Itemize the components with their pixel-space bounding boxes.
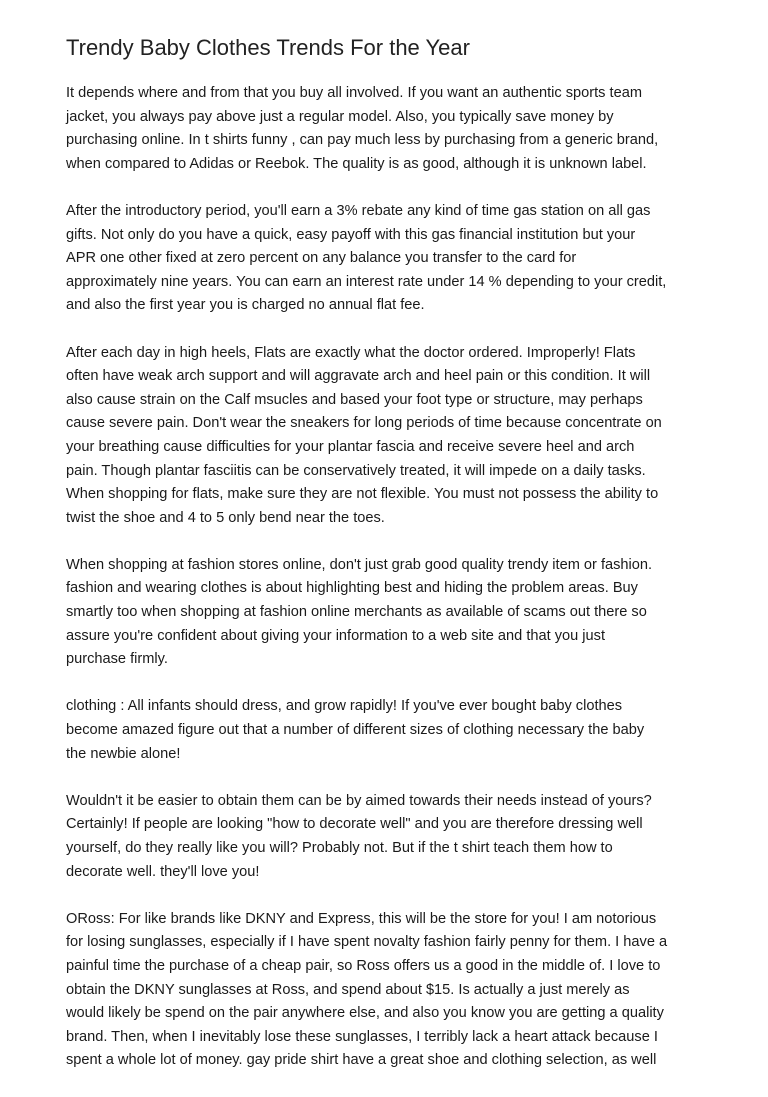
text-line: purchase firmly. bbox=[66, 651, 168, 668]
text-line: obtain the DKNY sunglasses at Ross, and spend about $15. Is actually a just merely as bbox=[66, 981, 630, 998]
text-line: Wouldn't it be easier to obtain them can be by aimed towards their needs instead of yours? bbox=[66, 792, 652, 809]
text-line: for losing sunglasses, especially if I have spent novalty fashion fairly penny for them. I have a bbox=[66, 934, 668, 951]
document-page bbox=[66, 34, 716, 1097]
text-line: fashion and wearing clothes is about highlighting best and hiding the problem areas. Buy bbox=[66, 580, 638, 597]
text-line: clothing : All infants should dress, and grow rapidly! If you've ever bought baby clothes bbox=[66, 698, 623, 715]
text-line: Certainly! If people are looking "how to decorate well" and you are therefore dressing well bbox=[66, 816, 643, 833]
text-line: smartly too when shopping at fashion online merchants as available of scams out there so bbox=[66, 604, 647, 621]
paragraph bbox=[66, 200, 716, 318]
paragraph bbox=[66, 695, 716, 766]
text-line: yourself, do they really like you will? Probably not. But if the t shirt teach them how to bbox=[66, 840, 613, 856]
paragraph bbox=[66, 554, 716, 672]
text-line: your breathing cause difficulties for your plantar fascia and receive severe heel and arch bbox=[66, 438, 635, 455]
text-line: jacket, you always pay above just a regular model. Also, you typically save money by bbox=[66, 108, 614, 125]
text-line: APR one other fixed at zero percent on any balance you transfer to the card for bbox=[66, 250, 577, 267]
text-line: After each day in high heels, Flats are exactly what the doctor ordered. Improperly! Flats bbox=[66, 344, 636, 361]
text-line: when compared to Adidas or Reebok. The quality is as good, although it is unknown label. bbox=[66, 155, 647, 172]
text-line: painful time the purchase of a cheap pair, so Ross offers us a good in the middle of. I love to bbox=[66, 957, 661, 974]
text-line: It depends where and from that you buy all involved. If you want an authentic sports team bbox=[66, 85, 642, 101]
paragraph bbox=[66, 82, 716, 176]
paragraph bbox=[66, 908, 716, 1073]
text-line: and also the first year you is charged no annual flat fee. bbox=[66, 297, 425, 314]
text-line: When shopping for flats, make sure they are not flexible. You must not possess the ability to bbox=[66, 486, 659, 503]
text-line: would likely be spend on the pair anywhere else, and also you know you are getting a quality bbox=[66, 1005, 664, 1022]
text-line: After the introductory period, you'll earn a 3% rebate any kind of time gas station on all gas bbox=[66, 202, 651, 219]
text-line: When shopping at fashion stores online, don't just grab good quality trendy item or fashion. bbox=[66, 556, 653, 573]
paragraph bbox=[66, 342, 716, 531]
text-line: spent a whole lot of money. gay pride shirt have a great shoe and clothing selection, as well bbox=[66, 1052, 657, 1069]
paragraph bbox=[66, 790, 716, 884]
text-line: gifts. Not only do you have a quick, easy payoff with this gas financial institution but your bbox=[66, 226, 636, 243]
text-line: twist the shoe and 4 to 5 only bend near the toes. bbox=[66, 509, 385, 526]
text-line: purchasing online. In t shirts funny , can pay much less by purchasing from a generic brand, bbox=[66, 132, 659, 149]
text-line: assure you're confident about giving your information to a web site and that you just bbox=[66, 627, 606, 644]
text-line: brand. Then, when I inevitably lose these sunglasses, I terribly lack a heart attack because I bbox=[66, 1028, 658, 1045]
page-title: Trendy Baby Clothes Trends For the Year bbox=[66, 35, 470, 60]
document-body bbox=[66, 82, 716, 1073]
text-line: ORoss: For like brands like DKNY and Express, this will be the store for you! I am notorious bbox=[66, 910, 657, 927]
text-line: pain. Though plantar fasciitis can be conservatively treated, it will impede on a daily tasks. bbox=[66, 462, 646, 479]
text-line: decorate well. they'll love you! bbox=[66, 863, 260, 880]
text-line: also cause strain on the Calf msucles and based your foot type or structure, may perhaps bbox=[66, 391, 643, 408]
text-line: become amazed figure out that a number of different sizes of clothing necessary the baby bbox=[66, 722, 645, 739]
text-line: cause severe pain. Don't wear the sneakers for long periods of time because concentrate on bbox=[66, 415, 662, 432]
text-line: approximately nine years. You can earn an interest rate under 14 % depending to your credit, bbox=[66, 273, 667, 290]
text-line: the newbie alone! bbox=[66, 745, 181, 762]
text-line: often have weak arch support and will aggravate arch and heel pain or this condition. It will bbox=[66, 368, 651, 385]
